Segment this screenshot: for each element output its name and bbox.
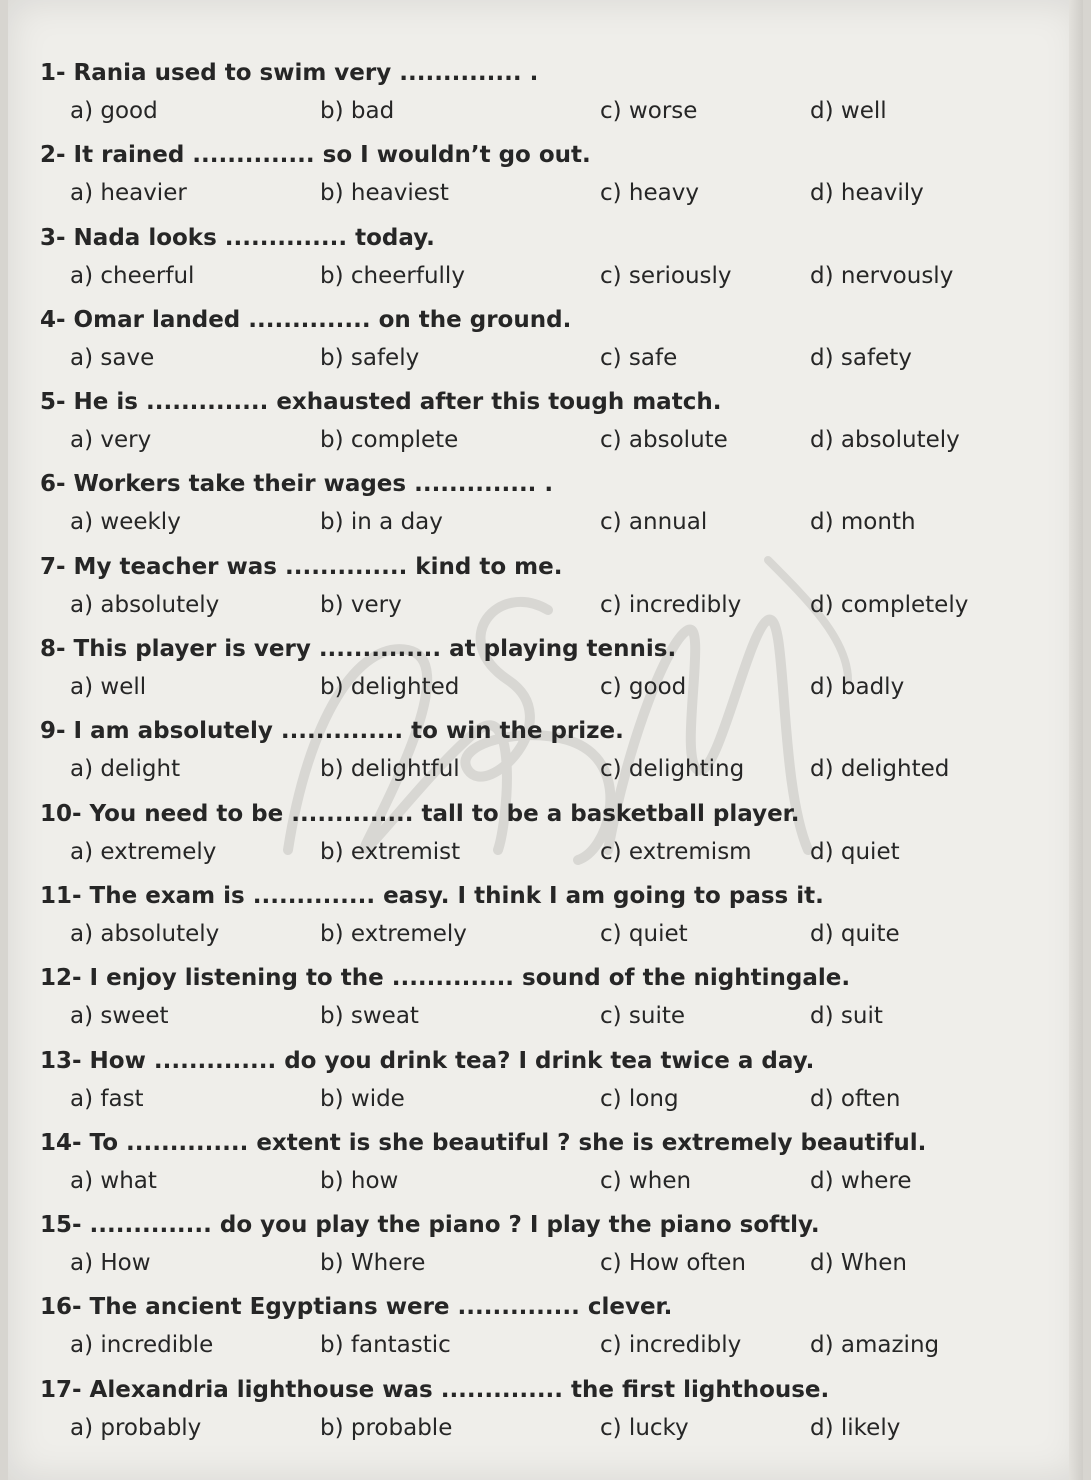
option-d: d) completely bbox=[810, 591, 969, 618]
question-item bbox=[40, 385, 1040, 467]
option-d: d) safety bbox=[810, 344, 912, 371]
question-stem: 8- This player is very .............. at playing tennis. bbox=[40, 636, 677, 663]
answer-options bbox=[40, 921, 1040, 957]
question-stem: 10- You need to be .............. tall to be a basketball player. bbox=[40, 800, 800, 827]
option-c: c) How often bbox=[600, 1250, 746, 1277]
option-c: c) absolute bbox=[600, 427, 728, 454]
option-a: a) well bbox=[70, 674, 147, 701]
option-b: b) heaviest bbox=[320, 180, 449, 207]
question-stem: 7- My teacher was .............. kind to me. bbox=[40, 553, 563, 580]
option-b: b) probable bbox=[320, 1414, 453, 1441]
option-c: c) incredibly bbox=[600, 1332, 742, 1359]
option-c: c) annual bbox=[600, 509, 708, 536]
option-c: c) delighting bbox=[600, 756, 745, 783]
option-d: d) quiet bbox=[810, 838, 900, 865]
question-stem: 17- Alexandria lighthouse was .............. the first lighthouse. bbox=[40, 1376, 830, 1403]
option-a: a) very bbox=[70, 427, 152, 454]
question-item bbox=[40, 714, 1040, 796]
answer-options bbox=[40, 1332, 1040, 1368]
option-b: b) how bbox=[320, 1167, 399, 1194]
option-a: a) weekly bbox=[70, 509, 181, 536]
option-b: b) extremist bbox=[320, 838, 461, 865]
question-stem: 6- Workers take their wages .............. . bbox=[40, 471, 554, 498]
option-b: b) safely bbox=[320, 344, 420, 371]
answer-options bbox=[40, 180, 1040, 216]
option-d: d) likely bbox=[810, 1414, 901, 1441]
question-item bbox=[40, 797, 1040, 879]
option-a: a) absolutely bbox=[70, 920, 220, 947]
question-item bbox=[40, 1208, 1040, 1290]
question-item bbox=[40, 467, 1040, 549]
question-stem: 4- Omar landed .............. on the ground. bbox=[40, 306, 572, 333]
page-edge bbox=[1069, 0, 1083, 1480]
option-d: d) heavily bbox=[810, 180, 924, 207]
option-a: a) heavier bbox=[70, 180, 187, 207]
option-b: b) extremely bbox=[320, 920, 467, 947]
option-b: b) delighted bbox=[320, 674, 460, 701]
option-c: c) good bbox=[600, 674, 687, 701]
answer-options bbox=[40, 839, 1040, 875]
question-stem: 14- To .............. extent is she beautiful ? she is extremely beautiful. bbox=[40, 1129, 927, 1156]
option-b: b) in a day bbox=[320, 509, 443, 536]
option-a: a) How bbox=[70, 1250, 151, 1277]
question-item bbox=[40, 550, 1040, 632]
option-a: a) incredible bbox=[70, 1332, 214, 1359]
question-item bbox=[40, 1044, 1040, 1126]
option-b: b) wide bbox=[320, 1085, 405, 1112]
option-a: a) probably bbox=[70, 1414, 202, 1441]
option-c: c) long bbox=[600, 1085, 679, 1112]
option-d: d) where bbox=[810, 1167, 912, 1194]
question-item bbox=[40, 1290, 1040, 1372]
option-b: b) sweat bbox=[320, 1003, 419, 1030]
question-stem: 2- It rained .............. so I wouldn’t go out. bbox=[40, 142, 591, 169]
worksheet-page bbox=[8, 0, 1083, 1480]
question-item bbox=[40, 1126, 1040, 1208]
option-d: d) delighted bbox=[810, 756, 950, 783]
option-d: d) well bbox=[810, 98, 887, 124]
question-item bbox=[40, 879, 1040, 961]
answer-options bbox=[40, 1250, 1040, 1286]
option-c: c) suite bbox=[600, 1003, 686, 1030]
question-stem: 12- I enjoy listening to the .............. sound of the nightingale. bbox=[40, 965, 851, 992]
answer-options bbox=[40, 98, 1040, 134]
option-d: d) When bbox=[810, 1250, 907, 1277]
option-a: a) absolutely bbox=[70, 591, 220, 618]
option-c: c) incredibly bbox=[600, 591, 742, 618]
option-c: c) heavy bbox=[600, 180, 699, 207]
option-b: b) delightful bbox=[320, 756, 460, 783]
option-a: a) good bbox=[70, 98, 158, 124]
question-item bbox=[40, 221, 1040, 303]
option-a: a) extremely bbox=[70, 838, 217, 865]
answer-options bbox=[40, 1003, 1040, 1039]
option-b: b) very bbox=[320, 591, 402, 618]
option-a: a) cheerful bbox=[70, 262, 195, 289]
question-item bbox=[40, 138, 1040, 220]
question-stem: 1- Rania used to swim very .............. . bbox=[40, 60, 539, 86]
question-item bbox=[40, 1373, 1040, 1455]
answer-options bbox=[40, 1415, 1040, 1451]
option-b: b) Where bbox=[320, 1250, 426, 1277]
question-item bbox=[40, 56, 1040, 138]
option-d: d) quite bbox=[810, 920, 900, 947]
option-a: a) what bbox=[70, 1167, 157, 1194]
option-a: a) fast bbox=[70, 1085, 144, 1112]
question-item bbox=[40, 303, 1040, 385]
answer-options bbox=[40, 345, 1040, 381]
question-item bbox=[40, 632, 1040, 714]
answer-options bbox=[40, 592, 1040, 628]
option-d: d) badly bbox=[810, 674, 905, 701]
option-c: c) when bbox=[600, 1167, 692, 1194]
answer-options bbox=[40, 756, 1040, 792]
answer-options bbox=[40, 509, 1040, 545]
option-a: a) sweet bbox=[70, 1003, 169, 1030]
option-c: c) lucky bbox=[600, 1414, 689, 1441]
option-d: d) nervously bbox=[810, 262, 954, 289]
option-b: b) bad bbox=[320, 98, 395, 124]
option-c: c) quiet bbox=[600, 920, 688, 947]
question-stem: 5- He is .............. exhausted after this tough match. bbox=[40, 389, 722, 416]
option-c: c) worse bbox=[600, 98, 698, 124]
question-stem: 15- .............. do you play the piano ? I play the piano softly. bbox=[40, 1212, 820, 1239]
question-stem: 3- Nada looks .............. today. bbox=[40, 224, 435, 251]
option-d: d) amazing bbox=[810, 1332, 940, 1359]
answer-options bbox=[40, 427, 1040, 463]
option-c: c) safe bbox=[600, 344, 678, 371]
option-d: d) suit bbox=[810, 1003, 883, 1030]
option-d: d) month bbox=[810, 509, 916, 536]
option-c: c) seriously bbox=[600, 262, 732, 289]
option-a: a) delight bbox=[70, 756, 181, 783]
answer-options bbox=[40, 1168, 1040, 1204]
question-stem: 16- The ancient Egyptians were .............. clever. bbox=[40, 1294, 673, 1321]
question-list bbox=[40, 56, 1040, 1455]
answer-options bbox=[40, 1086, 1040, 1122]
question-item bbox=[40, 961, 1040, 1043]
option-d: d) absolutely bbox=[810, 427, 960, 454]
answer-options bbox=[40, 263, 1040, 299]
option-b: b) fantastic bbox=[320, 1332, 451, 1359]
option-b: b) complete bbox=[320, 427, 459, 454]
question-stem: 11- The exam is .............. easy. I think I am going to pass it. bbox=[40, 882, 824, 909]
option-d: d) often bbox=[810, 1085, 901, 1112]
answer-options bbox=[40, 674, 1040, 710]
option-b: b) cheerfully bbox=[320, 262, 465, 289]
option-a: a) save bbox=[70, 344, 155, 371]
question-stem: 9- I am absolutely .............. to win the prize. bbox=[40, 718, 624, 745]
question-stem: 13- How .............. do you drink tea? I drink tea twice a day. bbox=[40, 1047, 815, 1074]
option-c: c) extremism bbox=[600, 838, 752, 865]
